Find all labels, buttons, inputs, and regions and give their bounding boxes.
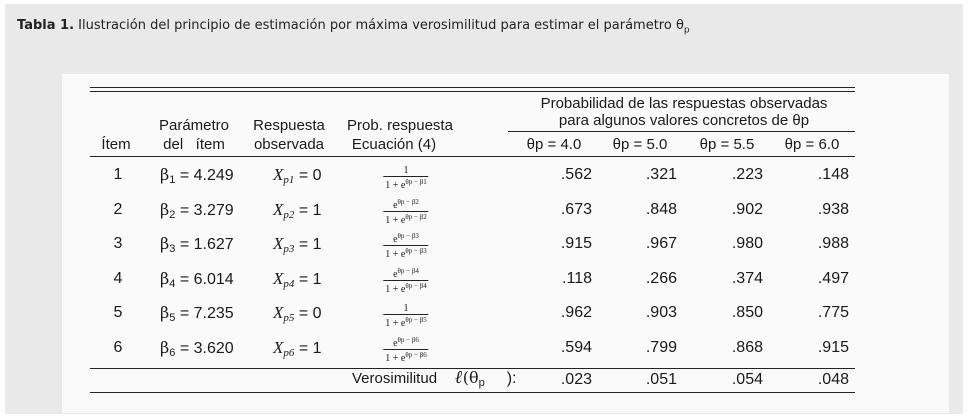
formula-denominator [383, 349, 428, 364]
beta-value: = 7.235 [179, 305, 234, 322]
beta-symbol: β [160, 269, 170, 288]
denominator-exponent: θp − β4 [405, 282, 427, 290]
probability-formula [383, 300, 428, 329]
beta-subscript: 5 [169, 312, 176, 324]
formula-numerator [399, 300, 412, 314]
denominator-exponent: θp − β2 [405, 213, 427, 221]
footer-arg-open: (θ [462, 368, 479, 387]
table-panel [5, 4, 963, 414]
header-resp-2: observada [253, 136, 325, 153]
probability-cell: .223 [731, 166, 763, 183]
probability-cell: .374 [731, 270, 763, 287]
footer-arg-close: ): [506, 370, 517, 387]
item-number: 3 [113, 235, 123, 252]
probability-cell: .266 [645, 270, 677, 287]
caption-text: Ilustración del principio de estimación por máxima verosimilitud para estimar el parámetro θ [78, 18, 684, 33]
item-parameter [160, 166, 234, 189]
beta-symbol: β [160, 303, 170, 322]
item-number: 5 [113, 304, 123, 321]
probability-cell: .321 [645, 166, 677, 183]
probability-cell: .775 [817, 304, 849, 321]
header-prob-2: Ecuación (4) [351, 136, 437, 153]
formula-denominator [383, 245, 428, 260]
header-group-1: Probabilidad de las respuestas observadas [540, 95, 828, 112]
response-subscript: p4 [283, 278, 295, 290]
beta-symbol: β [160, 200, 170, 219]
probability-cell: .915 [817, 339, 849, 356]
response-subscript: p2 [283, 209, 295, 221]
formula-numerator [389, 335, 423, 349]
numerator-exponent: θp − β4 [397, 267, 419, 275]
formula-numerator [389, 231, 423, 245]
beta-subscript: 1 [169, 174, 176, 186]
item-number: 2 [113, 201, 123, 218]
probability-cell: .988 [817, 235, 849, 252]
probability-cell: .118 [562, 270, 592, 287]
header-group-2: para algunos valores concretos de θp [558, 112, 810, 129]
header-rule [90, 156, 855, 157]
header-param-2: del ítem [163, 136, 225, 153]
response-subscript: p6 [283, 347, 295, 359]
response-value: = 0 [298, 305, 322, 322]
formula-denominator [383, 280, 428, 295]
probability-cell: .848 [645, 201, 677, 218]
numerator-base: 1 [403, 165, 409, 176]
item-number: 1 [113, 166, 123, 183]
item-parameter [160, 339, 234, 362]
numerator-exponent: θp − β2 [397, 198, 419, 206]
beta-subscript: 6 [169, 347, 176, 359]
beta-value: = 6.014 [179, 271, 234, 288]
item-number: 6 [113, 339, 123, 356]
beta-value: = 3.620 [179, 340, 234, 357]
probability-cell: .902 [731, 201, 763, 218]
denominator-base: 1 + e [385, 215, 406, 226]
response-value: = 1 [298, 202, 322, 219]
response-value: = 1 [298, 271, 322, 288]
beta-value: = 4.249 [179, 167, 234, 184]
group-rule [508, 131, 855, 132]
numerator-base: e [393, 338, 398, 349]
probability-cell: .799 [645, 339, 677, 356]
footer-value: .048 [817, 371, 849, 388]
denominator-base: 1 + e [385, 284, 406, 295]
observed-response [273, 235, 322, 258]
response-symbol: X [273, 303, 284, 322]
response-symbol: X [273, 338, 284, 357]
item-parameter [160, 304, 234, 327]
probability-cell: .980 [731, 235, 763, 252]
observed-response [273, 201, 322, 224]
beta-value: = 1.627 [179, 236, 234, 253]
denominator-base: 1 + e [385, 180, 406, 191]
probability-cell: .938 [817, 201, 849, 218]
formula-denominator [383, 314, 428, 329]
numerator-exponent: θp − β6 [397, 336, 419, 344]
formula-numerator [389, 266, 423, 280]
item-parameter [160, 270, 234, 293]
numerator-exponent: θp − β3 [397, 232, 419, 240]
beta-symbol: β [160, 338, 170, 357]
observed-response [273, 166, 322, 189]
probability-cell: .868 [731, 339, 763, 356]
response-value: = 1 [298, 236, 322, 253]
denominator-exponent: θp − β3 [405, 247, 427, 255]
probability-cell: .850 [731, 304, 763, 321]
observed-response [273, 270, 322, 293]
footer-value: .054 [731, 371, 763, 388]
beta-subscript: 3 [169, 243, 176, 255]
denominator-exponent: θp − β6 [405, 351, 427, 359]
numerator-base: e [393, 200, 398, 211]
beta-subscript: 2 [169, 209, 176, 221]
probability-cell: .562 [560, 166, 592, 183]
response-value: = 1 [298, 340, 322, 357]
header-resp-1: Respuesta [253, 117, 325, 134]
observed-response [273, 304, 322, 327]
likelihood-symbol: ℓ [455, 367, 463, 388]
formula-denominator [383, 211, 428, 226]
item-parameter [160, 235, 234, 258]
probability-cell: .915 [560, 235, 592, 252]
denominator-base: 1 + e [385, 249, 406, 260]
probability-formula [383, 266, 428, 295]
beta-subscript: 4 [169, 278, 176, 290]
numerator-base: e [393, 269, 398, 280]
observed-response [273, 339, 322, 362]
response-symbol: X [273, 200, 284, 219]
caption-subscript: p [683, 25, 690, 36]
probability-formula [383, 231, 428, 260]
formula-numerator [399, 162, 412, 176]
probability-cell: .148 [817, 166, 849, 183]
probability-formula [383, 197, 428, 226]
denominator-base: 1 + e [385, 353, 406, 364]
response-subscript: p1 [283, 174, 295, 186]
numerator-base: e [393, 234, 398, 245]
beta-symbol: β [160, 165, 170, 184]
probability-formula [383, 162, 428, 191]
header-theta-1: θp = 4.0 [526, 136, 582, 153]
table-caption [17, 18, 690, 36]
beta-value: = 3.279 [179, 202, 234, 219]
probability-cell: .594 [560, 339, 592, 356]
header-theta-4: θp = 6.0 [784, 136, 840, 153]
probability-cell: .962 [560, 304, 592, 321]
bottom-rule [90, 392, 855, 393]
footer-arg-sub: p [478, 377, 485, 389]
denominator-exponent: θp − β5 [405, 316, 427, 324]
response-symbol: X [273, 269, 284, 288]
denominator-exponent: θp − β1 [405, 178, 427, 186]
probability-formula [383, 335, 428, 364]
footer-value: .051 [645, 371, 677, 388]
probability-cell: .903 [645, 304, 677, 321]
header-prob-1: Prob. respuesta [347, 117, 453, 134]
probability-cell: .673 [560, 201, 592, 218]
footer-likelihood-expr [455, 369, 516, 392]
footer-value: .023 [560, 371, 592, 388]
header-theta-3: θp = 5.5 [699, 136, 755, 153]
probability-cell: .497 [817, 270, 849, 287]
response-subscript: p5 [283, 312, 295, 324]
numerator-base: 1 [403, 303, 409, 314]
formula-numerator [389, 197, 423, 211]
likelihood-table [62, 74, 949, 413]
probability-cell: .967 [645, 235, 677, 252]
item-number: 4 [113, 270, 123, 287]
header-param-1: Parámetro [158, 117, 230, 134]
response-symbol: X [273, 234, 284, 253]
footer-label: Verosimilitud [352, 370, 438, 387]
item-parameter [160, 201, 234, 224]
formula-denominator [383, 176, 428, 191]
response-value: = 0 [298, 167, 322, 184]
top-rule [90, 87, 855, 88]
top-rule-double [90, 91, 855, 92]
header-item: Ítem [101, 136, 131, 153]
response-symbol: X [273, 165, 284, 184]
caption-label: Tabla 1. [17, 18, 75, 33]
header-theta-2: θp = 5.0 [612, 136, 668, 153]
beta-symbol: β [160, 234, 170, 253]
denominator-base: 1 + e [385, 318, 406, 329]
response-subscript: p3 [283, 243, 295, 255]
